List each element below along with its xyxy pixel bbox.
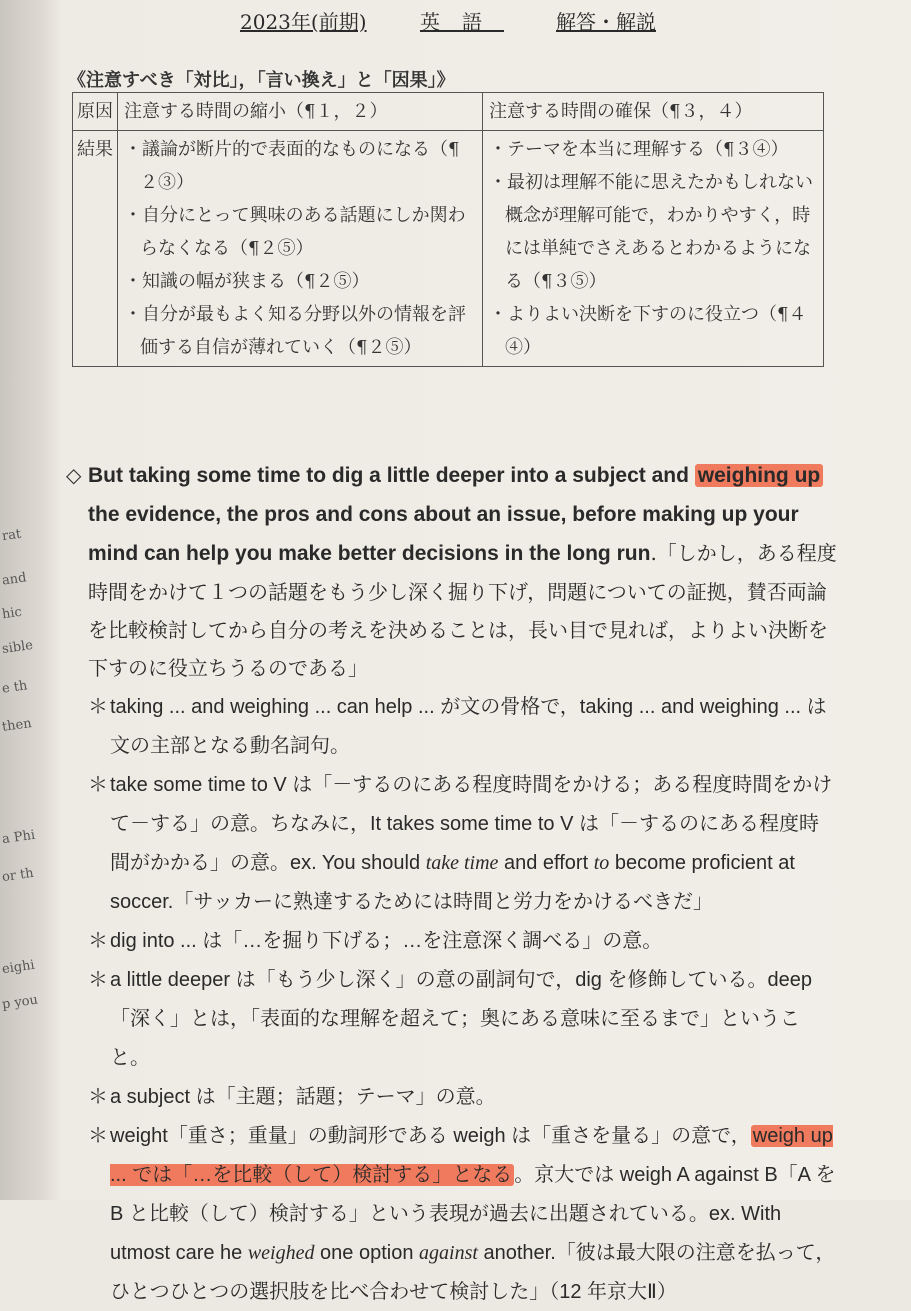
result-item: ・最初は理解不能に思えたかもしれない概念が理解可能で，わかりやすく，時には単純でさえあるとわかるようになる（¶３⑤）	[489, 172, 813, 292]
margin-fragment: and	[1, 570, 28, 589]
note-text: dig into ... は「…を掘り下げる；…を注意深く調べる」の意。	[110, 930, 663, 952]
explanation-body	[66, 456, 838, 1311]
note-italic: take time	[425, 852, 499, 874]
highlighted-phrase: weigh up ... では「…を比較（して）検討する」となる	[110, 1125, 833, 1186]
margin-fragment: eighi	[1, 957, 36, 978]
result-cell-2	[483, 131, 824, 367]
result-item: ・知識の幅が狭まる（¶２⑤）	[124, 271, 370, 292]
note-star: ＊	[88, 1084, 108, 1108]
sentence-en-part-a: But taking some time to dig a little deeper into a subject and	[88, 464, 695, 487]
margin-fragment: or th	[1, 865, 35, 886]
note-text: another.「彼は最大限の注意を払って，ひとつひとつの選択肢を比べ合わせて検討した」（12 年京大Ⅱ）	[110, 1242, 836, 1303]
note-text: a little deeper は「もう少し深く」の意の副詞句で，dig を修飾している。deep「深く」とは，「表面的な理解を超えて；奥にある意味に至るまで」ということ。	[110, 969, 812, 1069]
row-label-cause: 原因	[73, 93, 118, 131]
contrast-table	[72, 92, 824, 367]
note-italic: against	[419, 1242, 478, 1264]
note-star: ＊	[88, 928, 108, 952]
note-text: taking ... and weighing ... can help ... が文の骨格で，taking ... and weighing ... は文の主部となる動名詞句。	[110, 696, 827, 757]
sentence-en-part-b: the evidence, the pros and cons about an issue, before making up your mind can help you make better decisions in the long run	[88, 503, 799, 565]
result-item: ・テーマを本当に理解する（¶３④）	[489, 139, 789, 160]
page-header	[240, 6, 670, 36]
header-subject: 英語	[420, 10, 504, 34]
margin-fragment: hic	[1, 604, 23, 623]
margin-fragment: e th	[1, 678, 29, 697]
result-cell-1	[118, 131, 483, 367]
note-italic: weighed	[247, 1242, 315, 1264]
cause-cell-1: 注意する時間の縮小（¶１，２）	[118, 93, 483, 131]
note-text: weight「重さ；重量」の動詞形である weigh は「重さを量る」の意で，	[110, 1125, 751, 1147]
section-title: 《注意すべき「対比」，「言い換え」と「因果」》	[68, 70, 455, 91]
table-row-result	[73, 131, 824, 367]
adjacent-page-edge	[0, 0, 60, 1200]
note-star: ＊	[88, 1123, 108, 1147]
note-text: 。京大では weigh A against B「A を B と比較（して）検討する」という表現が過去に出題されている。ex. With utmost care he	[110, 1164, 836, 1264]
margin-fragment: then	[1, 716, 33, 735]
note-text: and effort	[498, 852, 594, 874]
sentence-translation: .「しかし，ある程度時間をかけて１つの話題をもう少し深く掘り下げ，問題についての証拠，賛否両論を比較検討してから自分の考えを決めることは，長い目で見れば，よりよい決断を下すのに役立ちうるのである」	[88, 541, 837, 680]
note-italic: to	[593, 852, 610, 874]
result-item: ・自分にとって興味のある話題にしか関わらなくなる（¶２⑤）	[124, 205, 466, 259]
cause-cell-2: 注意する時間の確保（¶３，４）	[483, 93, 824, 131]
margin-fragment: p you	[1, 992, 39, 1013]
row-label-result: 結果	[73, 131, 118, 367]
note-text: take some time to V は「－するのにある程度時間をかける；ある程度時間をかけて－する」の意。ちなみに，It takes some time to V は「－するのにある程度時間がかかる」の意。ex. You should	[110, 774, 833, 874]
note-star: ＊	[88, 694, 108, 718]
margin-fragment: a Phi	[1, 827, 37, 848]
highlighted-phrase: weighing up	[695, 464, 823, 487]
note-text: a subject は「主題；話題；テーマ」の意。	[110, 1086, 496, 1108]
note-item	[88, 960, 838, 1077]
note-item	[88, 765, 838, 921]
header-year: 2023年(前期)	[240, 10, 367, 34]
margin-fragment: rat	[1, 526, 23, 545]
result-item: ・よりよい決断を下すのに役立つ（¶４④）	[489, 304, 807, 358]
note-star: ＊	[88, 967, 108, 991]
header-kind: 解答・解説	[556, 10, 656, 34]
note-star: ＊	[88, 772, 108, 796]
note-text: become proficient at soccer.「サッカーに熟達するためには時間と労力をかけるべきだ」	[110, 852, 795, 913]
table-row-cause	[73, 93, 824, 131]
margin-fragment: sible	[1, 637, 34, 658]
result-item: ・自分が最もよく知る分野以外の情報を評価する自信が薄れていく（¶２⑤）	[124, 304, 466, 358]
note-item	[88, 921, 838, 960]
note-text: one option	[314, 1242, 420, 1264]
main-sentence	[66, 456, 838, 687]
note-item	[88, 1077, 838, 1116]
result-item: ・議論が断片的で表面的なものになる（¶２③）	[124, 139, 460, 193]
diamond-marker: ◇	[66, 463, 82, 487]
note-item	[88, 687, 838, 765]
note-item	[88, 1116, 838, 1311]
